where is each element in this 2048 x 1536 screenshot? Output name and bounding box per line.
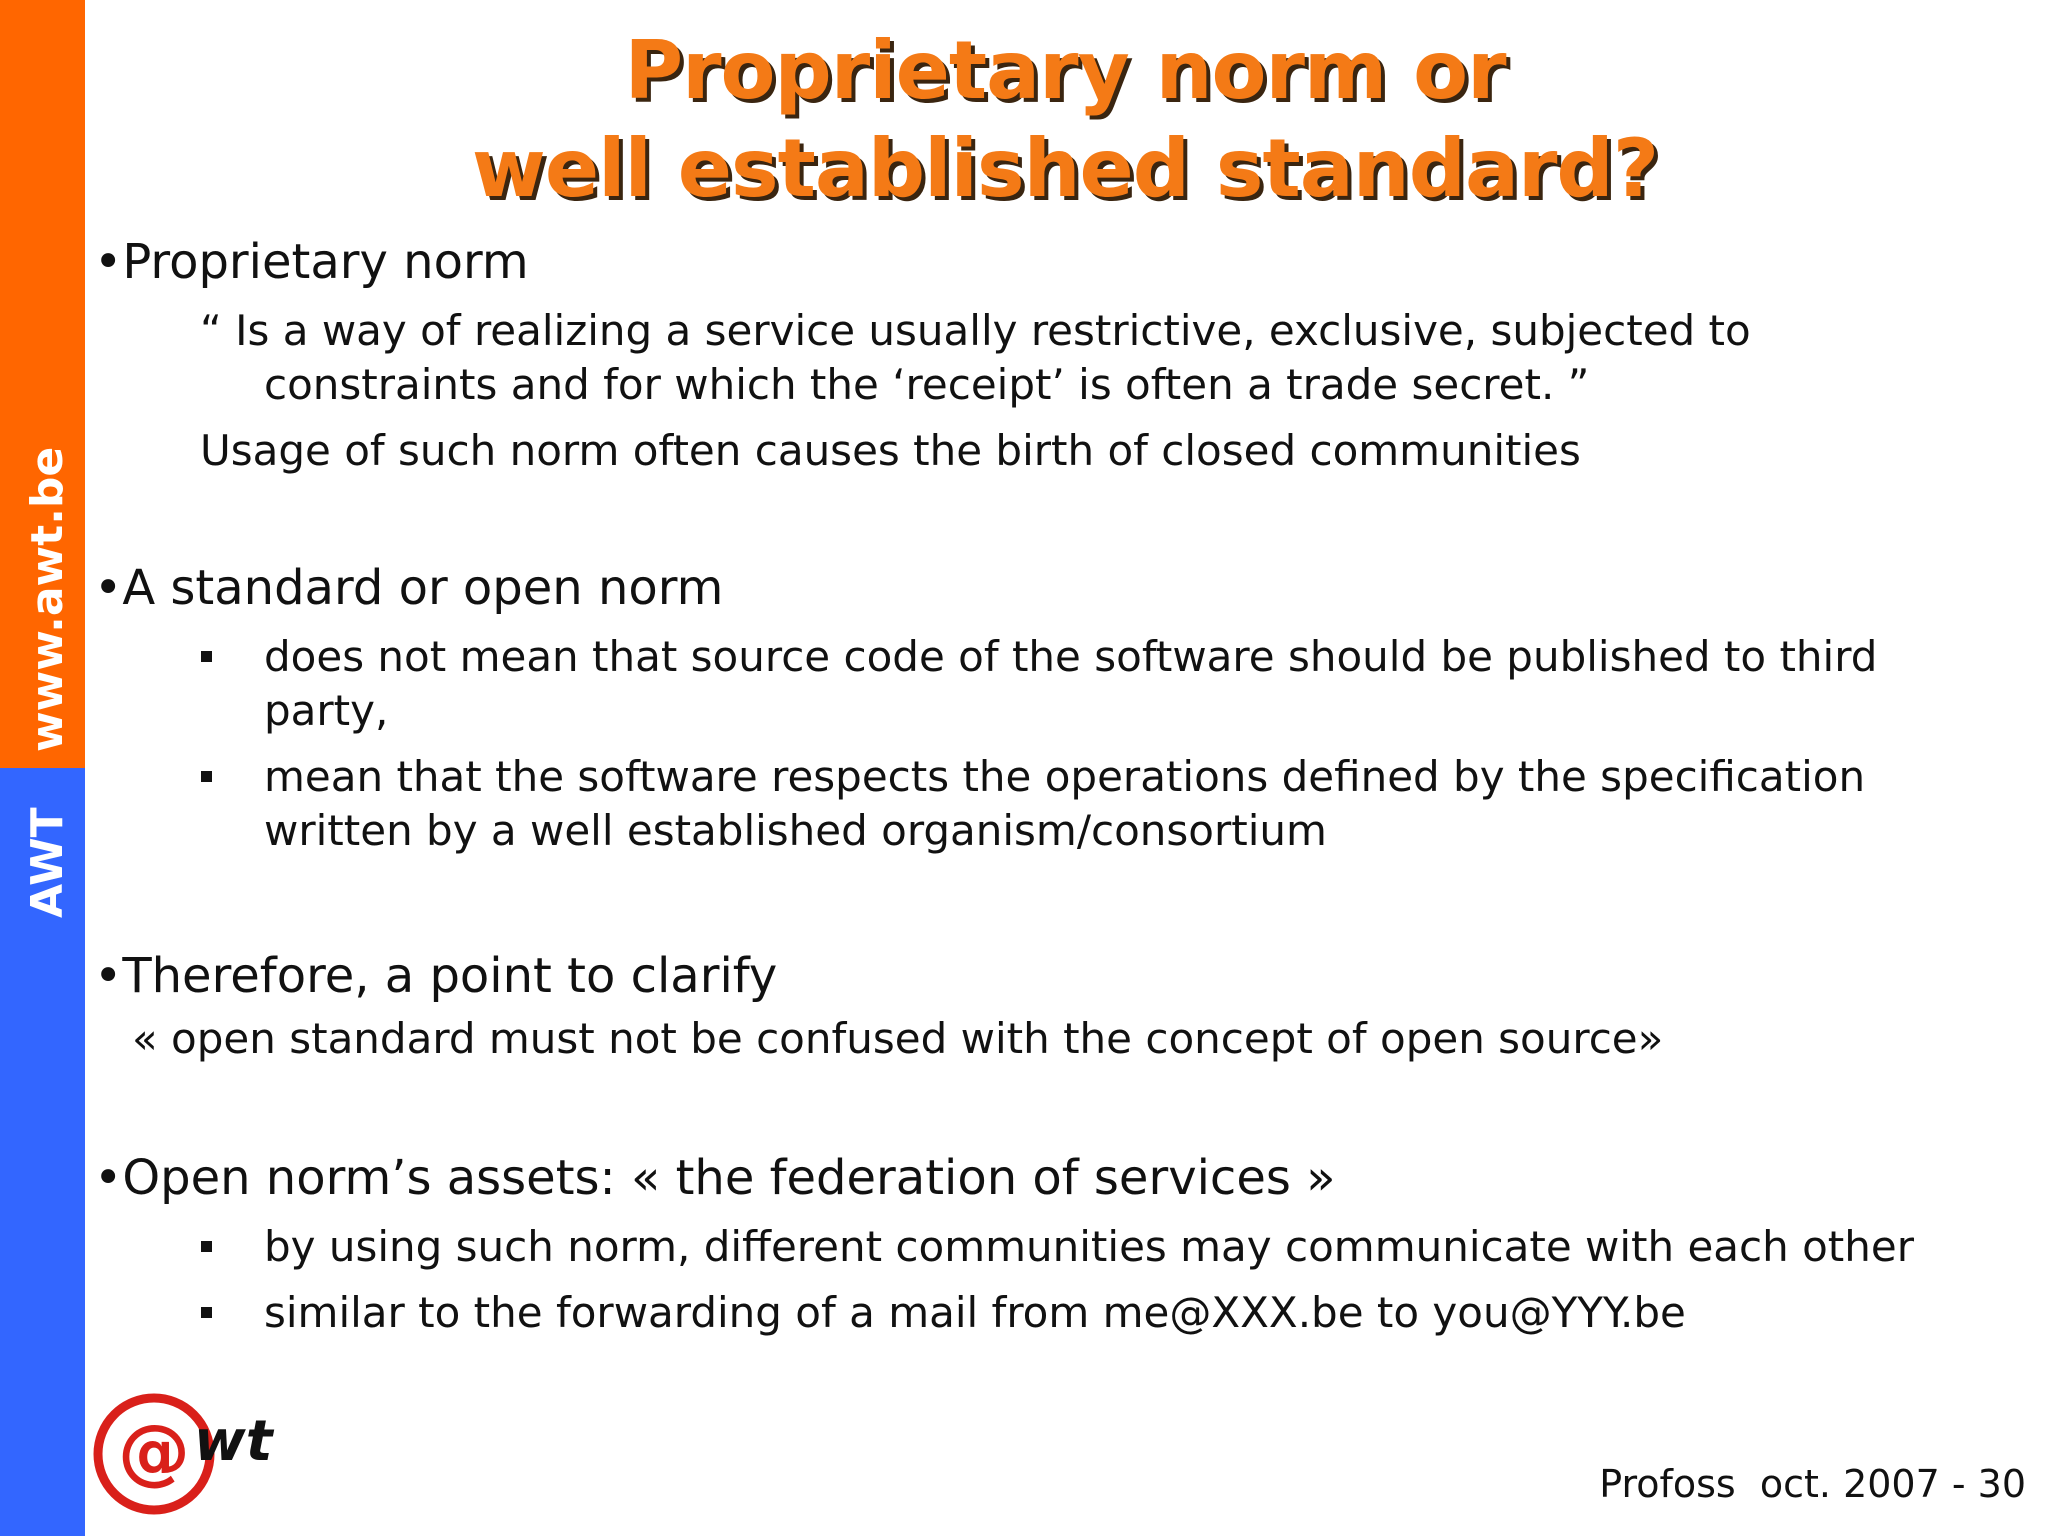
open-norm-bullet-2-line-1: mean that the software respects the operations defined by the specification	[264, 752, 1866, 801]
proprietary-usage-text: Usage of such norm often causes the birth of closed communities	[200, 426, 1581, 475]
open-norm-bullet-1-line-1: does not mean that source code of the software should be published to third	[264, 632, 1878, 681]
square-bullet-icon	[201, 651, 212, 662]
open-norm-bullet-1-line-2: party,	[264, 686, 389, 735]
awt-logo-graphic	[92, 1386, 308, 1516]
open-norm-bullet-2-line-2: written by a well established organism/consortium	[264, 806, 1327, 855]
sidebar-brand: AWT	[22, 807, 73, 918]
slide-footer: Profoss oct. 2007 - 30	[1599, 1462, 2026, 1506]
logo-at-symbol: @	[118, 1409, 190, 1493]
assets-bullet-1: by using such norm, different communities may communicate with each other	[264, 1222, 1914, 1271]
section-heading-proprietary: •Proprietary norm	[94, 234, 529, 290]
awt-logo	[92, 1386, 308, 1516]
slide-title-line-1: Proprietary norm or	[624, 24, 1506, 117]
square-bullet-icon	[201, 1307, 212, 1318]
section-heading-clarify: •Therefore, a point to clarify	[94, 948, 778, 1004]
section-heading-open-norm: •A standard or open norm	[94, 560, 724, 616]
clarify-quote: « open standard must not be confused with the concept of open source»	[132, 1014, 1664, 1063]
logo-wordmark: wt	[194, 1409, 273, 1474]
proprietary-definition-line-2: constraints and for which the ‘receipt’ is often a trade secret. ”	[264, 360, 1590, 409]
assets-bullet-2: similar to the forwarding of a mail from me@XXX.be to you@YYY.be	[264, 1288, 1686, 1337]
slide-title-line-2: well established standard?	[471, 122, 1659, 215]
proprietary-definition-line-1: “ Is a way of realizing a service usually restrictive, exclusive, subjected to	[200, 306, 1751, 355]
square-bullet-icon	[201, 1241, 212, 1252]
section-heading-assets: •Open norm’s assets: « the federation of services »	[94, 1150, 1336, 1206]
sidebar-url: www.awt.be	[22, 446, 73, 752]
square-bullet-icon	[201, 771, 212, 782]
sidebar	[0, 0, 85, 1536]
